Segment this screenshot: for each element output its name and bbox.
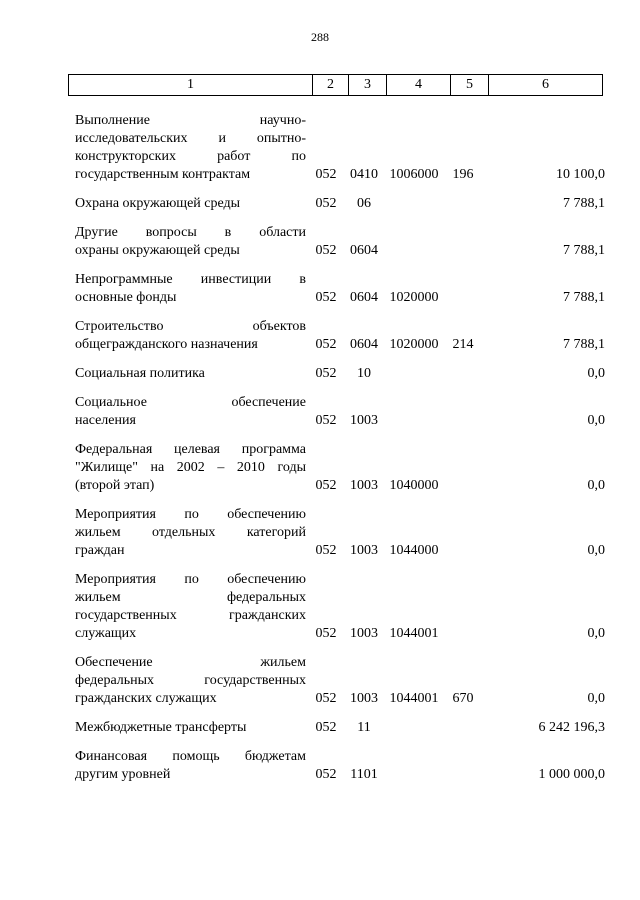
ministry-code: 052 xyxy=(315,366,337,381)
column-header-table xyxy=(68,74,603,96)
row-title xyxy=(75,224,306,260)
amount: 0,0 xyxy=(587,691,605,706)
row-title xyxy=(75,719,306,737)
row-title xyxy=(75,394,306,430)
section-code: 0410 xyxy=(350,167,378,182)
row-title-line: (второй этап) xyxy=(75,478,155,493)
row-title-line: федеральных государственных xyxy=(75,673,306,688)
row-title-line: исследовательских и опытно- xyxy=(75,131,306,146)
section-code: 0604 xyxy=(350,337,378,352)
row-title-line: жильем отдельных категорий xyxy=(75,525,306,540)
ministry-code: 052 xyxy=(315,478,337,493)
row-title-line: Обеспечение жильем xyxy=(75,655,306,670)
row-title xyxy=(75,195,306,213)
row-title-line: Мероприятия по обеспечению xyxy=(75,507,306,522)
row-title-line: другим уровней xyxy=(75,767,171,782)
target-code: 1020000 xyxy=(389,337,439,352)
row-title-line: населения xyxy=(75,413,136,428)
section-code: 0604 xyxy=(350,243,378,258)
section-code: 1003 xyxy=(350,691,378,706)
table-row xyxy=(75,571,605,643)
ministry-code: 052 xyxy=(315,337,337,352)
section-code: 10 xyxy=(357,366,371,381)
amount: 7 788,1 xyxy=(563,196,605,211)
amount: 7 788,1 xyxy=(563,290,605,305)
ministry-code: 052 xyxy=(315,290,337,305)
section-code: 11 xyxy=(357,720,371,735)
table-row xyxy=(75,318,605,354)
row-title-line: Социальная политика xyxy=(75,366,205,381)
page-number: 288 xyxy=(311,30,329,44)
amount: 0,0 xyxy=(587,543,605,558)
ministry-code: 052 xyxy=(315,243,337,258)
column-header-5: 5 xyxy=(451,75,489,96)
column-header-row xyxy=(69,75,603,96)
target-code: 1044001 xyxy=(389,691,439,706)
ministry-code: 052 xyxy=(315,720,337,735)
amount: 0,0 xyxy=(587,366,605,381)
row-title xyxy=(75,654,306,708)
ministry-code: 052 xyxy=(315,167,337,182)
amount: 7 788,1 xyxy=(563,337,605,352)
row-title-line: конструкторских работ по xyxy=(75,149,306,164)
row-title-line: Мероприятия по обеспечению xyxy=(75,572,306,587)
target-code: 1044000 xyxy=(389,543,439,558)
budget-rows xyxy=(75,112,605,795)
target-code: 1006000 xyxy=(389,167,439,182)
ministry-code: 052 xyxy=(315,543,337,558)
expense-type-code: 670 xyxy=(452,691,474,706)
section-code: 0604 xyxy=(350,290,378,305)
section-code: 1003 xyxy=(350,413,378,428)
row-title-line: Охрана окружающей среды xyxy=(75,196,241,211)
row-title-line: Финансовая помощь бюджетам xyxy=(75,749,306,764)
expense-type-code: 214 xyxy=(452,337,474,352)
row-title xyxy=(75,112,306,184)
row-title xyxy=(75,506,306,560)
amount: 7 788,1 xyxy=(563,243,605,258)
amount: 0,0 xyxy=(587,626,605,641)
row-title xyxy=(75,318,306,354)
ministry-code: 052 xyxy=(315,767,337,782)
row-title-line: Строительство объектов xyxy=(75,319,306,334)
row-title-line: Другие вопросы в области xyxy=(75,225,306,240)
ministry-code: 052 xyxy=(315,196,337,211)
column-header-3: 3 xyxy=(349,75,387,96)
ministry-code: 052 xyxy=(315,626,337,641)
table-row xyxy=(75,441,605,495)
row-title-line: охраны окружающей среды xyxy=(75,243,240,258)
row-title-line: Непрограммные инвестиции в xyxy=(75,272,306,287)
row-title-line: Социальное обеспечение xyxy=(75,395,306,410)
table-row xyxy=(75,506,605,560)
row-title-line: Выполнение научно- xyxy=(75,113,306,128)
amount: 0,0 xyxy=(587,413,605,428)
expense-type-code: 196 xyxy=(452,167,474,182)
row-title xyxy=(75,748,306,784)
row-title-line: жильем федеральных xyxy=(75,590,306,605)
row-title-line: граждан xyxy=(75,543,125,558)
row-title xyxy=(75,571,306,643)
table-row xyxy=(75,365,605,383)
column-header-6: 6 xyxy=(489,75,603,96)
column-header-2: 2 xyxy=(313,75,349,96)
table-row xyxy=(75,195,605,213)
row-title-line: "Жилище" на 2002 – 2010 годы xyxy=(75,460,306,475)
amount: 0,0 xyxy=(587,478,605,493)
column-header-4: 4 xyxy=(387,75,451,96)
table-row xyxy=(75,748,605,784)
row-title xyxy=(75,365,306,383)
ministry-code: 052 xyxy=(315,413,337,428)
table-row xyxy=(75,271,605,307)
amount: 6 242 196,3 xyxy=(538,720,605,735)
table-row xyxy=(75,394,605,430)
section-code: 1003 xyxy=(350,626,378,641)
row-title-line: служащих xyxy=(75,626,137,641)
row-title-line: Федеральная целевая программа xyxy=(75,442,306,457)
row-title-line: гражданских служащих xyxy=(75,691,217,706)
target-code: 1040000 xyxy=(389,478,439,493)
target-code: 1020000 xyxy=(389,290,439,305)
section-code: 1101 xyxy=(350,767,378,782)
section-code: 1003 xyxy=(350,543,378,558)
table-row xyxy=(75,654,605,708)
row-title-line: общегражданского назначения xyxy=(75,337,258,352)
ministry-code: 052 xyxy=(315,691,337,706)
amount: 10 100,0 xyxy=(556,167,605,182)
row-title-line: государственным контрактам xyxy=(75,167,251,182)
row-title-line: Межбюджетные трансферты xyxy=(75,720,247,735)
table-row xyxy=(75,224,605,260)
row-title xyxy=(75,271,306,307)
section-code: 06 xyxy=(357,196,371,211)
section-code: 1003 xyxy=(350,478,378,493)
target-code: 1044001 xyxy=(389,626,439,641)
row-title-line: основные фонды xyxy=(75,290,177,305)
amount: 1 000 000,0 xyxy=(538,767,605,782)
row-title-line: государственных гражданских xyxy=(75,608,306,623)
table-row xyxy=(75,719,605,737)
table-row xyxy=(75,112,605,184)
row-title xyxy=(75,441,306,495)
column-header-1: 1 xyxy=(69,75,313,96)
